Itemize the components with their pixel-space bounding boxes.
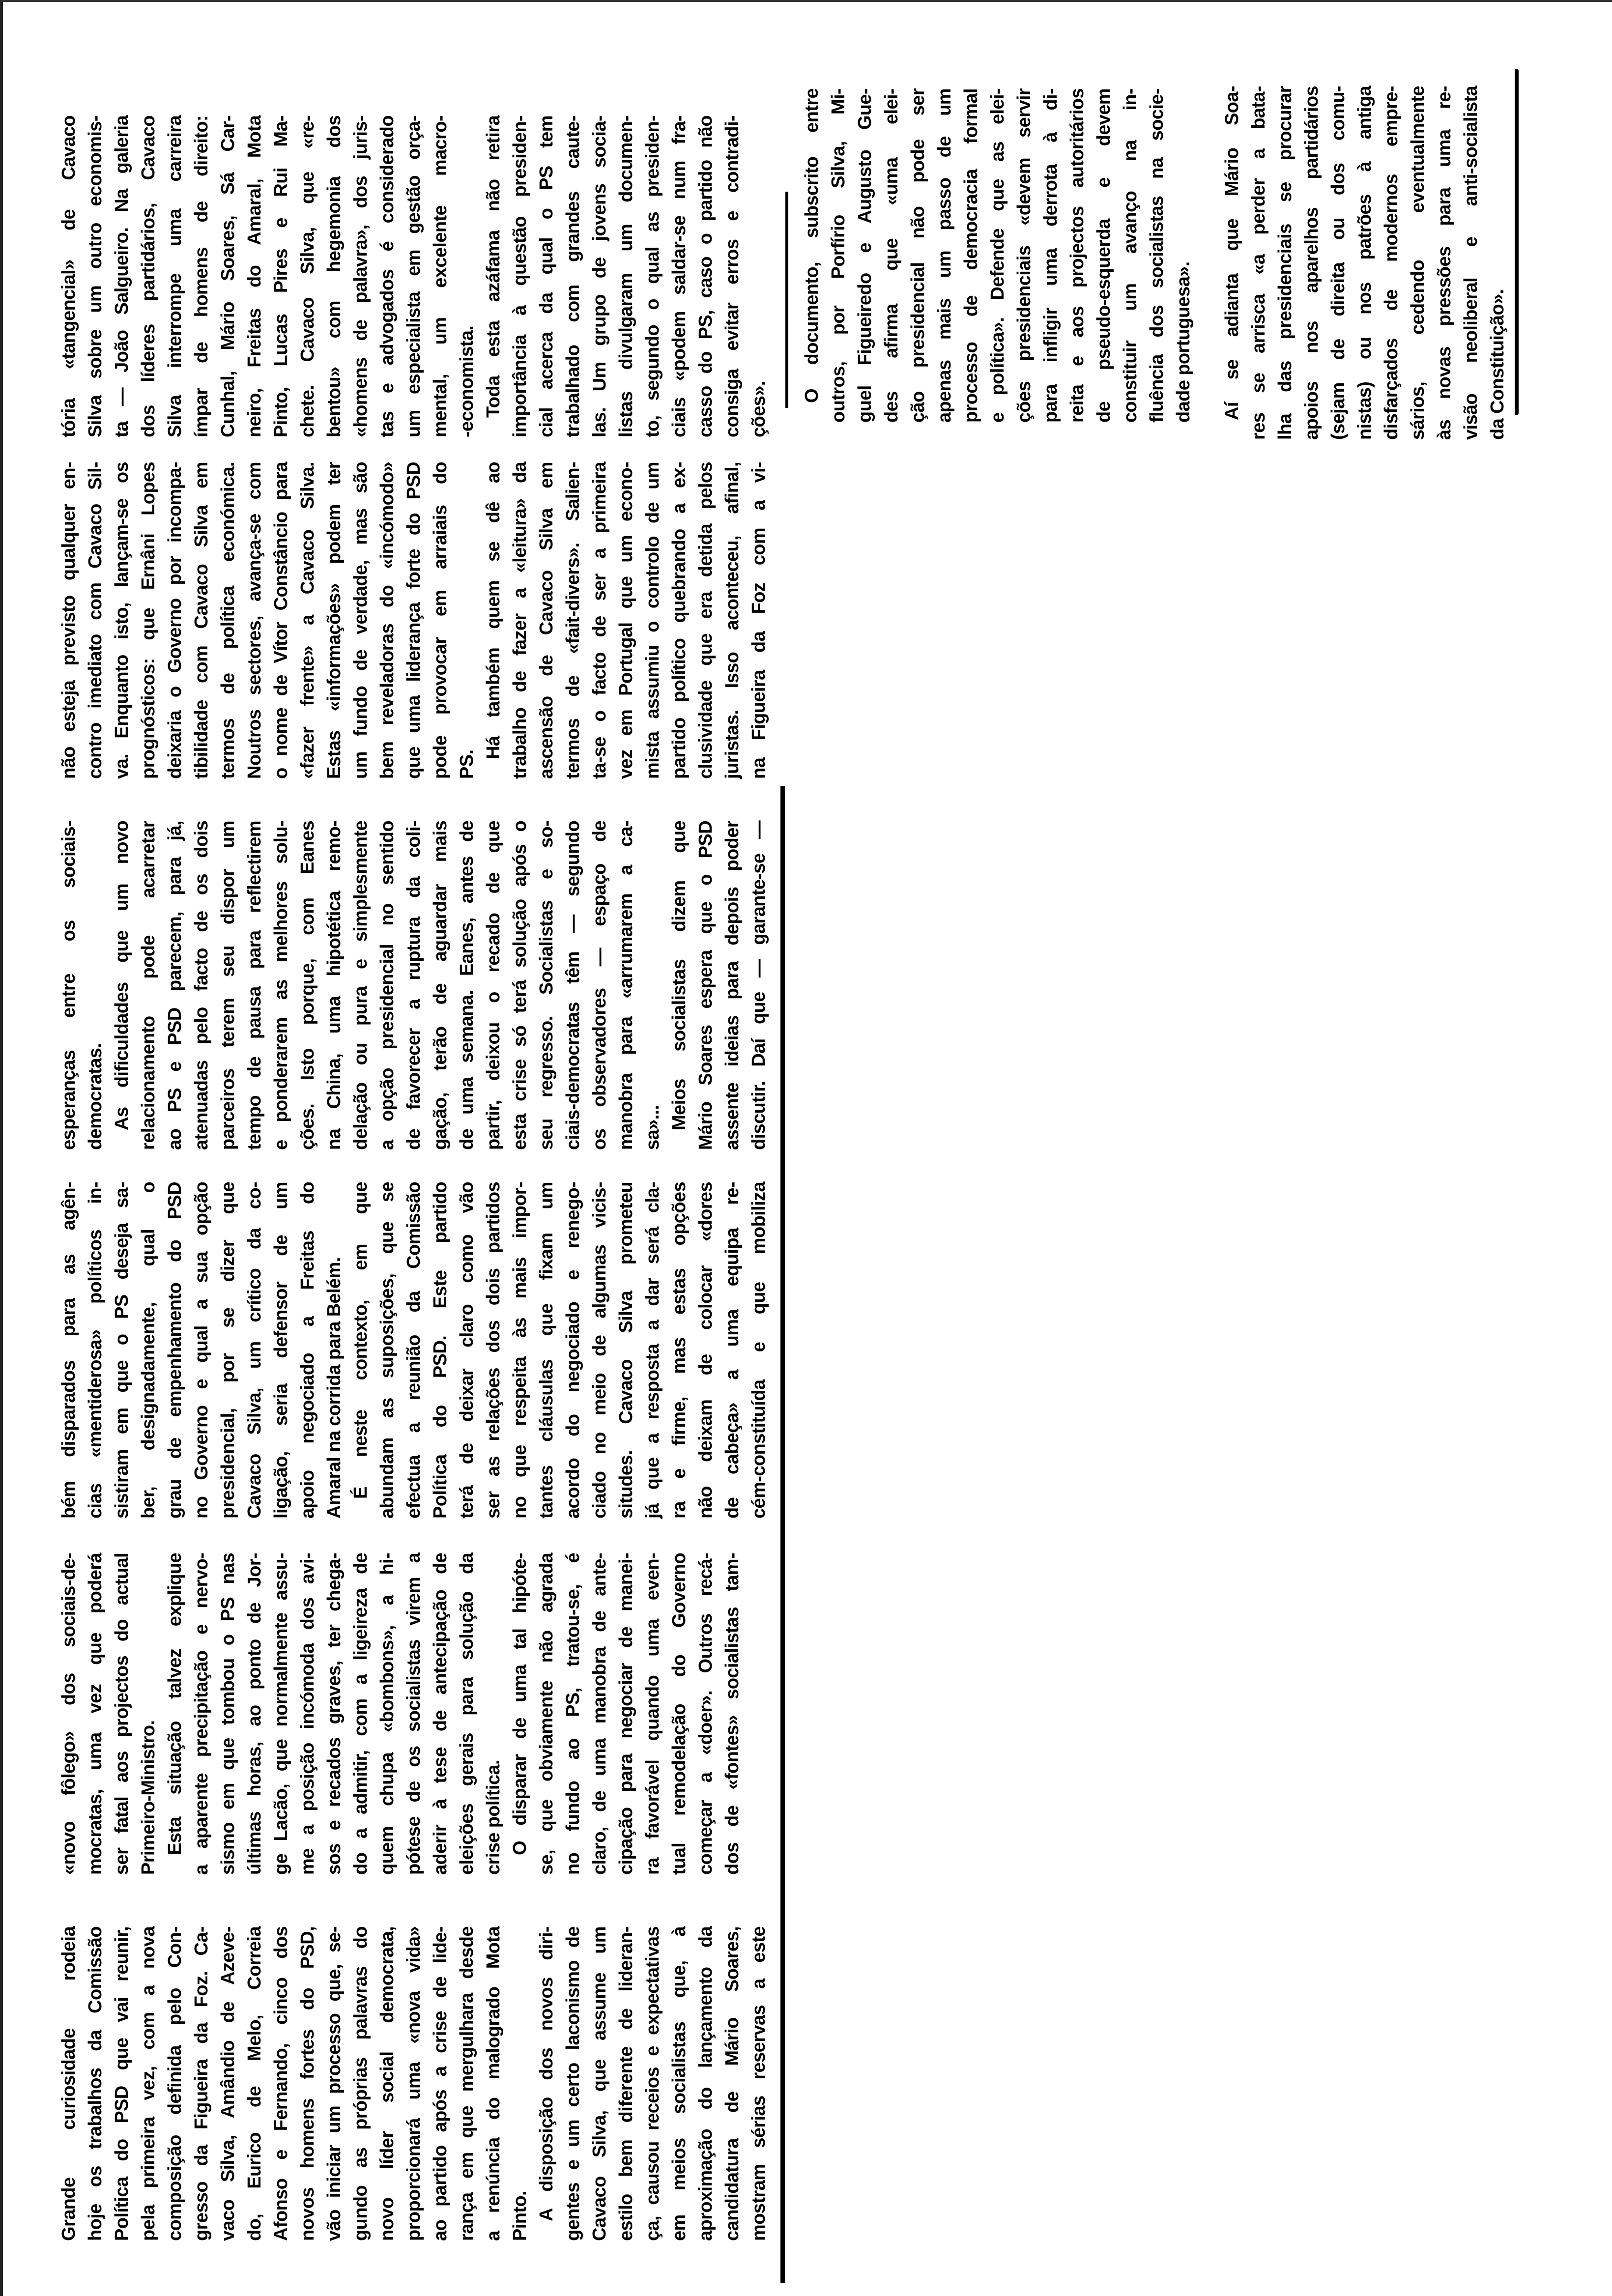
article-text-line: hoje os trabalhos da Comissão bbox=[85, 1926, 106, 2241]
article-text-line: mostram sérias reservas a este bbox=[748, 1926, 769, 2241]
article-text-line: ser fatal aos projectos do actual bbox=[112, 1553, 132, 1875]
article-text-line: que uma liderança forte do PSD bbox=[403, 462, 424, 779]
article-text-line: Política do PSD que vai reunir, bbox=[112, 1926, 132, 2241]
article-text-line: ímpar de homens de direito: bbox=[191, 115, 212, 437]
article-text-line: terá de deixar claro como vão bbox=[457, 1182, 477, 1519]
article-text-line: ção presidencial não pode ser bbox=[908, 88, 928, 423]
article-text-line: de favorecer a ruptura da coli- bbox=[403, 821, 424, 1150]
article-column-5 bbox=[56, 462, 772, 779]
article-text-line: partido político quebrando a ex- bbox=[669, 462, 690, 779]
article-text-line: tória «tangencial» de Cavaco bbox=[58, 115, 79, 437]
article-text-line: tas e advogados é considerado bbox=[377, 115, 398, 437]
article-text-line: cipação para negociar de manei- bbox=[616, 1553, 636, 1875]
article-text-line: parceiros terem seu dispor um bbox=[218, 821, 238, 1150]
article-text-line: eleições gerais para solução da bbox=[457, 1553, 477, 1875]
article-column-6-continuation-end bbox=[1219, 86, 1511, 440]
article-text-line: ça, causou receios e expectativas bbox=[642, 1926, 663, 2241]
article-text-line: trabalho de fazer a «leitura» da bbox=[510, 462, 530, 779]
article-text-line: chete. Cavaco Silva, que «re- bbox=[297, 115, 318, 437]
article-text-line: Estas «informações» podem ter bbox=[324, 462, 345, 779]
article-text-line: de cabeça» a uma equipa re- bbox=[722, 1182, 743, 1519]
article-text-line: na China, uma hipotética remo- bbox=[324, 821, 345, 1150]
article-text-line: sos e recados graves, ter chega- bbox=[324, 1553, 345, 1875]
article-text-line: pótese de os socialistas virem a bbox=[403, 1553, 424, 1875]
article-text-line: Pinto. bbox=[510, 2191, 530, 2241]
article-text-line: As dificuldades que um novo bbox=[112, 821, 132, 1130]
article-text-line: apoio negociado a Freitas do bbox=[297, 1182, 318, 1519]
article-text-line: Amaral na corrida para Belém. bbox=[324, 1257, 345, 1519]
block-divider-rule bbox=[785, 192, 788, 408]
article-text-line: a opção presidencial no sentido bbox=[377, 821, 398, 1150]
article-text-line: gação, terão de aguardar mais bbox=[430, 821, 451, 1150]
article-text-line: vaco Silva, Amândio de Azeve- bbox=[218, 1926, 238, 2241]
article-text-line: guel Figueiredo e Augusto Gue- bbox=[855, 88, 875, 423]
article-text-line: O documento, subscrito entre bbox=[802, 88, 822, 403]
article-text-line: no Governo e qual a sua opção bbox=[191, 1182, 212, 1519]
article-text-line: listas divulgaram um documen- bbox=[616, 115, 636, 437]
article-text-line: cém-constituída e que mobiliza bbox=[748, 1182, 769, 1519]
article-text-line: outros, por Porfírio Silva, Mi- bbox=[828, 88, 849, 423]
article-text-line: PS. bbox=[457, 749, 477, 779]
article-text-line: democratas. bbox=[85, 1043, 106, 1150]
article-text-line: em meios socialistas que, à bbox=[669, 1926, 690, 2241]
article-text-line: constituir um avanço na in- bbox=[1120, 88, 1141, 423]
article-column-2 bbox=[56, 1553, 746, 1875]
article-text-line: ções. Isto porque, com Eanes bbox=[297, 821, 318, 1150]
article-text-line: do a admitir, com a ligeireza de bbox=[350, 1553, 371, 1875]
article-text-line: um especialista em gestão orça- bbox=[403, 115, 424, 437]
article-text-line: cias «mentiderosa» políticos in- bbox=[85, 1182, 106, 1519]
article-text-line: termos de «fait-divers». Salien- bbox=[563, 462, 583, 779]
article-text-line: gentes e um certo laconismo de bbox=[563, 1926, 583, 2241]
article-text-line: O disparar de uma tal hipóte- bbox=[510, 1553, 530, 1855]
article-text-line: Aí se adianta que Mário Soa- bbox=[1222, 86, 1242, 420]
article-text-line: ra favorável quando uma even- bbox=[642, 1553, 663, 1875]
article-text-line: aproximação do lançamento da bbox=[695, 1926, 716, 2241]
article-text-line: Toda esta azáfama não retira bbox=[483, 115, 504, 418]
article-text-line: Silva interrompe uma carreira bbox=[165, 115, 185, 437]
article-text-line: termos de política económica. bbox=[218, 462, 238, 779]
article-text-line: claro, de uma manobra de ante- bbox=[589, 1553, 610, 1875]
scan-edge-left bbox=[0, 0, 3, 2296]
article-text-line: Noutros sectores, avança-se com bbox=[244, 462, 265, 779]
article-text-line: (sejam de direita ou dos comu- bbox=[1328, 86, 1349, 440]
article-text-line: pela primeira vez, com a nova bbox=[138, 1926, 159, 2241]
article-text-line: to, segundo o qual as presiden- bbox=[642, 115, 663, 437]
article-text-line: importância à questão presiden- bbox=[510, 115, 530, 437]
article-text-line: tual remodelação do Governo bbox=[669, 1553, 690, 1875]
article-text-line: Primeiro-Ministro. bbox=[138, 1720, 159, 1875]
article-text-line: sismo em que tombou o PS nas bbox=[218, 1553, 238, 1875]
article-text-line: casso do PS, caso o partido não bbox=[695, 115, 716, 437]
article-text-line: Grande curiosidade rodeia bbox=[58, 1926, 79, 2241]
article-text-line: me a posição incómoda dos avi- bbox=[297, 1553, 318, 1875]
article-text-line: na Figueira da Foz com a vi- bbox=[748, 462, 769, 779]
article-text-line: tantes cláusulas que fixam um bbox=[536, 1182, 557, 1519]
article-text-line: ra e firme, mas estas opções bbox=[669, 1182, 690, 1519]
article-text-line: efectua a reunião da Comissão bbox=[403, 1182, 424, 1519]
article-text-line: presidencial, por se dizer que bbox=[218, 1182, 238, 1519]
article-text-line: rança em que mergulhara desde bbox=[457, 1926, 477, 2241]
article-text-line: ser as relações dos dois partidos bbox=[483, 1182, 504, 1519]
article-text-line: um fundo de verdade, mas são bbox=[350, 462, 371, 779]
article-text-line: ções». bbox=[748, 381, 769, 437]
article-text-line: Cavaco Silva, que assume um bbox=[589, 1926, 610, 2241]
article-text-line: esperanças entre os sociais- bbox=[58, 821, 79, 1150]
article-text-line: Afonso e Fernando, cinco dos bbox=[271, 1926, 291, 2241]
article-text-line: ta — João Salgueiro. Na galeria bbox=[112, 115, 132, 437]
article-text-line: quem chupa «bombons», a hi- bbox=[377, 1553, 398, 1875]
article-text-line: crise política. bbox=[483, 1760, 504, 1875]
article-text-line: partir, deixou o recado de que bbox=[483, 821, 504, 1150]
article-text-line: Mário Soares espera que o PSD bbox=[695, 821, 716, 1150]
article-text-line: da Constituição». bbox=[1487, 289, 1508, 440]
article-text-line: grau de empenhamento do PSD bbox=[165, 1182, 185, 1519]
article-text-line: sários, cedendo eventualmente bbox=[1408, 86, 1428, 440]
article-text-line: seu regresso. Socialistas e so- bbox=[536, 821, 557, 1150]
article-text-line: no fundo ao PS, tratou-se, é bbox=[563, 1553, 583, 1875]
article-text-line: os observadores — espaço de bbox=[589, 821, 610, 1150]
article-text-line: vão iniciar um processo que, se- bbox=[324, 1926, 345, 2241]
article-text-line: relacionamento pode acarretar bbox=[138, 821, 159, 1150]
article-text-line: acordo do negociado e renego- bbox=[563, 1182, 583, 1519]
article-text-line: estilo bem diferente de lideran- bbox=[616, 1926, 636, 2241]
article-text-line: bem reveladoras do «incómodo» bbox=[377, 462, 398, 779]
article-text-line: nistas) ou nos patrões à antiga bbox=[1354, 86, 1375, 440]
article-text-line: Cavaco Silva, um crítico da co- bbox=[244, 1182, 265, 1519]
article-text-line: últimas horas, ao ponto de Jor- bbox=[244, 1553, 265, 1875]
article-text-line: las. Um grupo de jovens socia- bbox=[589, 115, 610, 437]
article-text-line: A disposição dos novos diri- bbox=[536, 1926, 557, 2221]
article-text-line: ta-se o facto de ser a primeira bbox=[589, 462, 610, 779]
article-text-line: a aparente precipitação e nervo- bbox=[191, 1553, 212, 1875]
article-text-line: novo líder social democrata, bbox=[377, 1926, 398, 2241]
article-text-line: reita e aos projectos autoritários bbox=[1067, 88, 1088, 423]
article-text-line: ge Lacão, que normalmente assu- bbox=[271, 1553, 291, 1875]
article-text-line: mocratas, uma vez que poderá bbox=[85, 1553, 106, 1875]
article-text-line: manobra para «arrumarem a ca- bbox=[616, 821, 636, 1150]
article-text-line: prognósticos: que Ernâni Lopes bbox=[138, 462, 159, 779]
article-text-line: ascensão de Cavaco Silva em bbox=[536, 462, 557, 779]
article-text-line: aderir à tese de antecipação de bbox=[430, 1553, 451, 1875]
article-text-line: apoios nos aparelhos partidários bbox=[1301, 86, 1322, 440]
article-text-line: consiga evitar erros e contradi- bbox=[722, 115, 743, 437]
article-text-line: tibilidade com Cavaco Silva em bbox=[191, 462, 212, 779]
article-text-line: a renúncia do malogrado Mota bbox=[483, 1926, 504, 2241]
article-text-line: Política do PSD. Este partido bbox=[430, 1182, 451, 1519]
article-text-line: clusividade que era detida pelos bbox=[695, 462, 716, 779]
article-text-line: composição definida pelo Con- bbox=[165, 1926, 185, 2241]
article-text-line: de uma semana. Eanes, antes de bbox=[457, 821, 477, 1150]
article-text-line: Meios socialistas dizem que bbox=[669, 821, 690, 1130]
article-text-line: não deixam de colocar «dores bbox=[695, 1182, 716, 1519]
article-text-line: atenuadas pelo facto de os dois bbox=[191, 821, 212, 1150]
article-text-line: bentou» com hegemonia dos bbox=[324, 115, 345, 437]
article-text-line: e ponderarem as melhores solu- bbox=[271, 821, 291, 1150]
article-text-line: se, que obviamente não agrada bbox=[536, 1553, 557, 1875]
article-text-line: va. Enquanto isto, lançam-se os bbox=[112, 462, 132, 779]
article-text-line: começar a «doer». Outros recá- bbox=[695, 1553, 716, 1875]
article-text-line: É neste contexto, em que bbox=[350, 1182, 371, 1499]
article-text-line: Cunhal, Mário Soares, Sá Car- bbox=[218, 115, 238, 437]
article-text-line: Silva sobre um outro economis- bbox=[85, 115, 106, 437]
article-text-line: pode provocar em arraiais do bbox=[430, 462, 451, 779]
article-text-line: ligação, seria defensor de um bbox=[271, 1182, 291, 1519]
article-text-line: novos homens fortes do PSD, bbox=[297, 1926, 318, 2241]
article-text-line: deixaria o Governo por incompa- bbox=[165, 462, 185, 779]
article-text-line: trabalhado com grandes caute- bbox=[563, 115, 583, 437]
article-text-line: ao partido após a crise de lide- bbox=[430, 1926, 451, 2241]
article-text-line: dos de «fontes» socialistas tam- bbox=[722, 1553, 743, 1875]
article-text-line: ciado no meio de algumas vicis- bbox=[589, 1182, 610, 1519]
article-text-line: situdes. Cavaco Silva prometeu bbox=[616, 1182, 636, 1519]
article-text-line: de pseudo-esquerda e devem bbox=[1094, 88, 1114, 423]
article-text-line: sistiram em que o PS deseja sa- bbox=[112, 1182, 132, 1519]
article-text-line: ciais-democratas têm — segundo bbox=[563, 821, 583, 1150]
article-end-rule bbox=[1515, 69, 1519, 415]
article-text-line: candidatura de Mário Soares, bbox=[722, 1926, 743, 2241]
article-text-line: delação ou pura e simplesmente bbox=[350, 821, 371, 1150]
article-text-line: des afirma que «uma elei- bbox=[881, 88, 902, 423]
article-text-line: ciais «podem saldar-se num fra- bbox=[669, 115, 690, 437]
article-text-line: neiro, Freitas do Amaral, Mota bbox=[244, 115, 265, 437]
article-text-line: sa»... bbox=[642, 1105, 663, 1150]
article-text-line: abundam as suposições, que se bbox=[377, 1182, 398, 1519]
article-text-line: dos líderes partidários, Cavaco bbox=[138, 115, 159, 437]
article-column-6 bbox=[56, 115, 772, 437]
article-text-line: dade portuguesa». bbox=[1173, 261, 1194, 423]
article-text-line: do, Eurico de Melo, Correia bbox=[244, 1926, 265, 2241]
article-column-1 bbox=[56, 1926, 772, 2241]
article-text-line: mental, um excelente macro- bbox=[430, 115, 451, 437]
article-text-line: tempo de pausa para reflectirem bbox=[244, 821, 265, 1150]
article-text-line: «novo fôlego» dos sociais-de- bbox=[58, 1553, 79, 1875]
article-text-line: esta crise só terá solução após o bbox=[510, 821, 530, 1150]
article-column-3 bbox=[56, 1182, 772, 1519]
article-text-line: «fazer frente» a Cavaco Silva. bbox=[297, 462, 318, 779]
article-text-line: visão neoliberal e anti-socialista bbox=[1461, 86, 1481, 440]
article-text-line: já que a resposta a dar será cla- bbox=[642, 1182, 663, 1519]
article-text-line: gresso da Figueira da Foz. Ca- bbox=[191, 1926, 212, 2241]
article-text-line: no que respeita às mais impor- bbox=[510, 1182, 530, 1519]
article-text-line: mista assumiu o controlo de um bbox=[642, 462, 663, 779]
article-text-line: para infligir uma derrota à di- bbox=[1040, 88, 1061, 423]
article-text-line: res se arrisca «a perder a bata- bbox=[1248, 86, 1269, 440]
article-text-line: gundo as próprias palavras do bbox=[350, 1926, 371, 2241]
article-text-line: o nome de Vítor Constâncio para bbox=[271, 462, 291, 779]
article-text-line: apenas mais um passo de um bbox=[934, 88, 955, 423]
article-text-line: juristas. Isso aconteceu, afinal, bbox=[722, 462, 743, 779]
article-text-line: vez em Portugal que um econo- bbox=[616, 462, 636, 779]
article-text-line: cial acerca da qual o PS tem bbox=[536, 115, 557, 437]
scan-edge-top bbox=[0, 0, 1612, 2]
article-text-line: Pinto, Lucas Pires e Rui Ma- bbox=[271, 115, 291, 437]
column-divider-rule bbox=[780, 786, 785, 2283]
article-text-line: ções presidenciais «devem servir bbox=[1014, 88, 1035, 423]
article-text-line: discutir. Daí que — garante-se — bbox=[748, 821, 769, 1150]
article-text-line: ao PS e PSD parecem, para já, bbox=[165, 821, 185, 1150]
article-text-line: bém disparados para as agên- bbox=[58, 1182, 79, 1519]
article-text-line: Esta situação talvez explique bbox=[165, 1553, 185, 1855]
article-text-line: assente ideias para depois poder bbox=[722, 821, 743, 1150]
article-text-line: ber, designadamente, qual o bbox=[138, 1182, 159, 1519]
article-text-line: fluência dos socialistas na socie- bbox=[1147, 88, 1167, 423]
article-text-line: e política». Defende que as elei- bbox=[987, 88, 1008, 423]
article-text-line: não esteja previsto qualquer en- bbox=[58, 462, 79, 779]
article-text-line: processo de democracia formal bbox=[961, 88, 981, 423]
article-text-line: contro imediato com Cavaco Sil- bbox=[85, 462, 106, 779]
article-text-line: Há também quem se dê ao bbox=[483, 462, 504, 759]
article-text-line: «homens de palavra», dos juris- bbox=[350, 115, 371, 437]
article-text-line: lha das presidenciais se procurar bbox=[1275, 86, 1295, 440]
article-text-line: -economista. bbox=[457, 325, 477, 437]
article-text-line: às novas pressões para uma re- bbox=[1434, 86, 1455, 440]
article-text-line: disfarçados de modernos empre- bbox=[1381, 86, 1402, 440]
article-column-6-continuation bbox=[799, 88, 1197, 423]
article-text-line: proporcionará uma «nova vida» bbox=[403, 1926, 424, 2241]
article-column-4 bbox=[56, 821, 772, 1150]
